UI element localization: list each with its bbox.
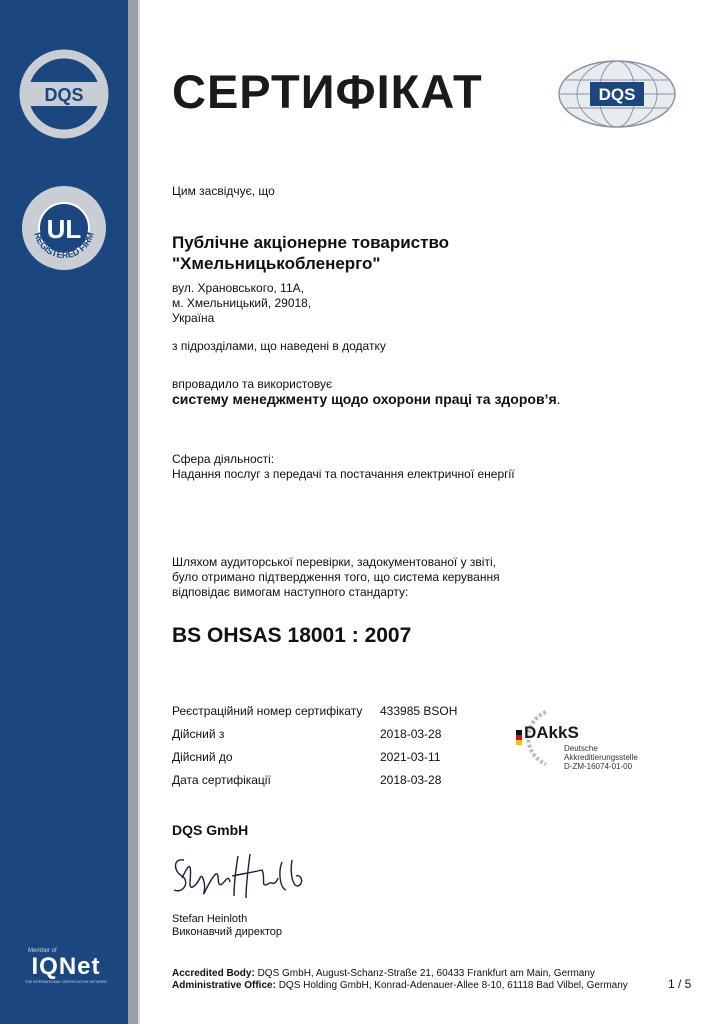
ul-registered-firm-logo	[20, 184, 108, 272]
details-row	[172, 773, 457, 796]
iqnet-member-label: Member of	[28, 948, 57, 954]
dakks-logo	[510, 708, 640, 778]
dakks-line: D-ZM-16074-01-00	[564, 762, 633, 771]
details-value: 433985 BSOH	[380, 704, 458, 718]
details-label: Дійсний до	[172, 750, 233, 764]
scope-block	[172, 452, 515, 482]
address-line: м. Хмельницький, 29018,	[172, 296, 312, 310]
address-line: вул. Храновського, 11А,	[172, 281, 304, 295]
sidebar-edge-highlight	[138, 0, 140, 1024]
company-name	[172, 232, 449, 274]
audit-line: було отримано підтвердження того, що система керування	[172, 570, 500, 584]
administrative-office-label: Administrative Office:	[172, 980, 276, 991]
implemented-text: впровадило та використовує	[172, 377, 333, 391]
ul-letters: UL	[46, 214, 82, 244]
iqnet-wordmark: IQNet	[31, 953, 101, 980]
dakks-name: DAkkS	[524, 723, 579, 742]
ul-ring-text: REGISTERED FIRM	[32, 231, 96, 261]
details-value: 2018-03-28	[380, 727, 442, 741]
signature	[170, 848, 310, 908]
iqnet-subtitle: THE INTERNATIONAL CERTIFICATION NETWORK	[25, 980, 107, 984]
dqs-globe-logo	[556, 58, 678, 130]
dakks-line: Deutsche	[564, 744, 598, 753]
scope-value: Надання послуг з передачі та постачання електричної енергії	[172, 467, 515, 481]
details-label: Реєстраційний номер сертифікату	[172, 704, 363, 718]
iqnet-logo	[10, 948, 122, 992]
certificate-details	[172, 704, 457, 796]
accredited-body-label: Accredited Body:	[172, 968, 255, 979]
management-system	[172, 390, 561, 408]
company-address	[172, 281, 311, 326]
details-label: Дійсний з	[172, 727, 225, 741]
audit-statement	[172, 555, 500, 600]
administrative-office-text: DQS Holding GmbH, Konrad-Adenauer-Allee 8-10, 61118 Bad Vilbel, Germany	[275, 980, 628, 991]
management-system-name: систему менеджменту щодо охорони праці та здоров’я	[172, 391, 557, 407]
standard-name: BS OHSAS 18001 : 2007	[172, 624, 412, 647]
page-title: СЕРТИФІКАТ	[172, 65, 483, 118]
page-number: 1 / 5	[668, 977, 692, 991]
company-name-line-1: Публічне акціонерне товариство	[172, 233, 450, 252]
dakks-line: Akkreditierungsstelle	[564, 753, 638, 762]
dqs-globe-text: DQS	[598, 85, 636, 104]
signer-block	[172, 913, 282, 939]
details-row	[172, 704, 457, 727]
intro-text: Цим засвідчує, що	[172, 184, 275, 198]
dqs-seal-text: DQS	[44, 85, 84, 105]
details-row	[172, 750, 457, 773]
scope-label: Сфера діяльності:	[172, 452, 275, 466]
details-value: 2021-03-11	[380, 750, 441, 764]
dqs-seal-logo	[18, 48, 110, 140]
company-name-line-2: "Хмельницькобленерго"	[172, 254, 381, 273]
details-value: 2018-03-28	[380, 773, 442, 787]
management-system-period: .	[556, 391, 561, 407]
issuer-company: DQS GmbH	[172, 822, 249, 838]
audit-line: відповідає вимогам наступного стандарту:	[172, 585, 409, 599]
sidebar-band	[0, 0, 128, 1024]
signer-title: Виконавчий директор	[172, 926, 283, 938]
accredited-body-text: DQS GmbH, August-Schanz-Straße 21, 60433 Frankfurt am Main, Germany	[254, 968, 595, 979]
details-row	[172, 727, 457, 750]
footer	[172, 968, 628, 992]
administrative-office	[172, 980, 628, 992]
address-line: Україна	[172, 311, 215, 325]
accredited-body	[172, 968, 628, 980]
details-label: Дата сертифікації	[172, 773, 271, 787]
dakks-text	[564, 744, 638, 771]
audit-line: Шляхом аудиторської перевірки, задокументованої у звіті,	[172, 555, 496, 569]
subdivisions-note: з підрозділами, що наведені в додатку	[172, 339, 386, 353]
signer-name: Stefan Heinloth	[172, 913, 248, 925]
